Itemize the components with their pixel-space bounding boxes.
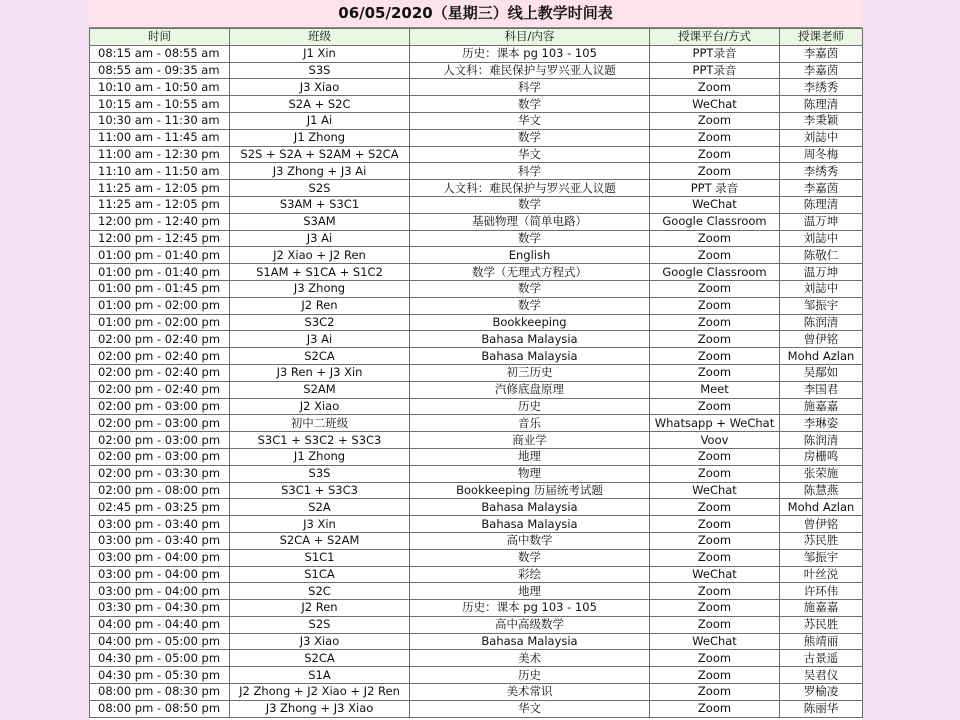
- cell-class: S2CA + S2AM: [230, 532, 410, 549]
- cell-subject: 人文科：难民保护与罗兴亚人议题: [410, 62, 650, 79]
- header-teacher: 授课老师: [780, 29, 863, 46]
- cell-platform: WeChat: [650, 633, 780, 650]
- cell-subject: 彩绘: [410, 566, 650, 583]
- cell-class: S3C1 + S3C3: [230, 482, 410, 499]
- cell-class: S1AM + S1CA + S1C2: [230, 264, 410, 281]
- cell-teacher: 陈理清: [780, 196, 863, 213]
- cell-class: J3 Ai: [230, 331, 410, 348]
- table-row: [90, 667, 863, 684]
- table-row: [90, 616, 863, 633]
- cell-platform: Zoom: [650, 650, 780, 667]
- cell-class: J1 Zhong: [230, 129, 410, 146]
- table-row: [90, 448, 863, 465]
- table-row: [90, 264, 863, 281]
- cell-platform: WeChat: [650, 482, 780, 499]
- header-class: 班级: [230, 29, 410, 46]
- cell-class: S3C1 + S3C2 + S3C3: [230, 432, 410, 449]
- table-row: [90, 700, 863, 717]
- cell-platform: Google Classroom: [650, 264, 780, 281]
- cell-class: J2 Xiao: [230, 398, 410, 415]
- table-row: [90, 583, 863, 600]
- cell-platform: Google Classroom: [650, 213, 780, 230]
- cell-teacher: 施嘉嘉: [780, 398, 863, 415]
- cell-platform: Voov: [650, 432, 780, 449]
- schedule-table: [89, 28, 863, 718]
- cell-subject: 高中高级数学: [410, 616, 650, 633]
- cell-subject: Bahasa Malaysia: [410, 331, 650, 348]
- table-row: [90, 196, 863, 213]
- cell-platform: Zoom: [650, 583, 780, 600]
- table-row: [90, 331, 863, 348]
- cell-teacher: 邹振宇: [780, 549, 863, 566]
- cell-subject: Bookkeeping 历届统考试题: [410, 482, 650, 499]
- cell-subject: 美术常识: [410, 684, 650, 701]
- cell-time: 12:00 pm - 12:40 pm: [90, 213, 230, 230]
- cell-subject: 科学: [410, 79, 650, 96]
- table-row: [90, 247, 863, 264]
- cell-subject: 数学: [410, 129, 650, 146]
- cell-subject: 数学: [410, 280, 650, 297]
- cell-time: 04:00 pm - 04:40 pm: [90, 616, 230, 633]
- cell-teacher: Mohd Azlan: [780, 499, 863, 516]
- cell-class: S2A: [230, 499, 410, 516]
- cell-class: J1 Zhong: [230, 448, 410, 465]
- cell-time: 10:10 am - 10:50 am: [90, 79, 230, 96]
- cell-class: S2A + S2C: [230, 96, 410, 113]
- cell-platform: Zoom: [650, 79, 780, 96]
- cell-teacher: 曾伊铭: [780, 331, 863, 348]
- cell-time: 11:25 am - 12:05 pm: [90, 180, 230, 197]
- cell-time: 12:00 pm - 12:45 pm: [90, 230, 230, 247]
- cell-class: J2 Ren: [230, 297, 410, 314]
- cell-subject: Bookkeeping: [410, 314, 650, 331]
- cell-time: 02:00 pm - 02:40 pm: [90, 364, 230, 381]
- cell-class: S2S: [230, 180, 410, 197]
- table-row: [90, 280, 863, 297]
- cell-time: 02:00 pm - 03:00 pm: [90, 448, 230, 465]
- header-platform: 授课平台/方式: [650, 29, 780, 46]
- cell-time: 03:00 pm - 04:00 pm: [90, 566, 230, 583]
- cell-time: 03:30 pm - 04:30 pm: [90, 600, 230, 617]
- cell-class: S3AM + S3C1: [230, 196, 410, 213]
- cell-subject: 数学（无理式方程式）: [410, 264, 650, 281]
- cell-subject: 科学: [410, 163, 650, 180]
- cell-class: S3C2: [230, 314, 410, 331]
- cell-subject: 历史: [410, 398, 650, 415]
- cell-teacher: 陈慧燕: [780, 482, 863, 499]
- cell-subject: Bahasa Malaysia: [410, 516, 650, 533]
- cell-time: 11:00 am - 11:45 am: [90, 129, 230, 146]
- table-row: [90, 96, 863, 113]
- cell-teacher: 熊靖丽: [780, 633, 863, 650]
- cell-time: 01:00 pm - 01:40 pm: [90, 264, 230, 281]
- cell-teacher: 李嘉茵: [780, 62, 863, 79]
- cell-teacher: 张荣施: [780, 465, 863, 482]
- cell-class: J3 Ai: [230, 230, 410, 247]
- cell-platform: WeChat: [650, 196, 780, 213]
- cell-subject: 地理: [410, 448, 650, 465]
- cell-subject: 商业学: [410, 432, 650, 449]
- cell-teacher: 许环伟: [780, 583, 863, 600]
- cell-teacher: 刘誌中: [780, 129, 863, 146]
- cell-class: S2AM: [230, 381, 410, 398]
- table-row: [90, 482, 863, 499]
- cell-platform: Zoom: [650, 516, 780, 533]
- table-row: [90, 348, 863, 365]
- cell-class: S2CA: [230, 650, 410, 667]
- cell-time: 11:10 am - 11:50 am: [90, 163, 230, 180]
- table-row: [90, 684, 863, 701]
- cell-platform: Zoom: [650, 364, 780, 381]
- cell-platform: WeChat: [650, 566, 780, 583]
- cell-platform: WeChat: [650, 96, 780, 113]
- page-title: 06/05/2020（星期三）线上教学时间表: [89, 0, 862, 28]
- table-row: [90, 146, 863, 163]
- cell-class: J1 Ai: [230, 112, 410, 129]
- cell-platform: PPT录音: [650, 45, 780, 62]
- cell-time: 02:00 pm - 03:00 pm: [90, 432, 230, 449]
- table-row: [90, 600, 863, 617]
- cell-class: J3 Xiao: [230, 79, 410, 96]
- cell-subject: Bahasa Malaysia: [410, 348, 650, 365]
- cell-time: 03:00 pm - 04:00 pm: [90, 549, 230, 566]
- cell-platform: Whatsapp + WeChat: [650, 415, 780, 432]
- table-row: [90, 465, 863, 482]
- cell-time: 08:55 am - 09:35 am: [90, 62, 230, 79]
- table-row: [90, 180, 863, 197]
- cell-teacher: Mohd Azlan: [780, 348, 863, 365]
- cell-teacher: 李绣秀: [780, 79, 863, 96]
- cell-class: S2CA: [230, 348, 410, 365]
- table-row: [90, 566, 863, 583]
- cell-time: 02:00 pm - 03:00 pm: [90, 398, 230, 415]
- table-row: [90, 163, 863, 180]
- table-body: [90, 45, 863, 717]
- cell-time: 03:00 pm - 03:40 pm: [90, 532, 230, 549]
- cell-platform: Zoom: [650, 448, 780, 465]
- cell-class: J1 Xin: [230, 45, 410, 62]
- cell-teacher: 陈理清: [780, 96, 863, 113]
- cell-teacher: 吴鄢如: [780, 364, 863, 381]
- cell-teacher: 李琳姿: [780, 415, 863, 432]
- cell-teacher: 罗榆凌: [780, 684, 863, 701]
- cell-platform: PPT 录音: [650, 180, 780, 197]
- cell-class: S2S + S2A + S2AM + S2CA: [230, 146, 410, 163]
- cell-time: 02:45 pm - 03:25 pm: [90, 499, 230, 516]
- cell-teacher: 刘誌中: [780, 280, 863, 297]
- cell-class: S2S: [230, 616, 410, 633]
- cell-subject: Bahasa Malaysia: [410, 633, 650, 650]
- cell-time: 01:00 pm - 02:00 pm: [90, 297, 230, 314]
- cell-subject: 数学: [410, 96, 650, 113]
- table-row: [90, 516, 863, 533]
- cell-time: 11:00 am - 12:30 pm: [90, 146, 230, 163]
- cell-class: S3S: [230, 62, 410, 79]
- cell-platform: Zoom: [650, 700, 780, 717]
- cell-platform: Zoom: [650, 112, 780, 129]
- cell-time: 08:15 am - 08:55 am: [90, 45, 230, 62]
- cell-class: J3 Zhong + J3 Ai: [230, 163, 410, 180]
- cell-subject: 数学: [410, 230, 650, 247]
- cell-subject: 历史: [410, 667, 650, 684]
- cell-teacher: 陈润清: [780, 314, 863, 331]
- table-row: [90, 364, 863, 381]
- cell-class: J3 Zhong + J3 Xiao: [230, 700, 410, 717]
- cell-time: 02:00 pm - 08:00 pm: [90, 482, 230, 499]
- cell-teacher: 陈润清: [780, 432, 863, 449]
- cell-class: J2 Xiao + J2 Ren: [230, 247, 410, 264]
- cell-subject: 历史：课本 pg 103 - 105: [410, 45, 650, 62]
- cell-teacher: 李绣秀: [780, 163, 863, 180]
- cell-teacher: 周冬梅: [780, 146, 863, 163]
- table-row: [90, 62, 863, 79]
- cell-time: 01:00 pm - 01:45 pm: [90, 280, 230, 297]
- cell-platform: Zoom: [650, 549, 780, 566]
- table-row: [90, 432, 863, 449]
- cell-time: 02:00 pm - 03:30 pm: [90, 465, 230, 482]
- cell-teacher: 李国君: [780, 381, 863, 398]
- cell-subject: English: [410, 247, 650, 264]
- cell-class: S3AM: [230, 213, 410, 230]
- table-row: [90, 633, 863, 650]
- cell-platform: Zoom: [650, 465, 780, 482]
- cell-teacher: 吴君仪: [780, 667, 863, 684]
- cell-class: J3 Xiao: [230, 633, 410, 650]
- cell-class: S1CA: [230, 566, 410, 583]
- cell-class: J2 Zhong + J2 Xiao + J2 Ren: [230, 684, 410, 701]
- cell-time: 08:00 pm - 08:50 pm: [90, 700, 230, 717]
- cell-class: S3S: [230, 465, 410, 482]
- cell-subject: 数学: [410, 196, 650, 213]
- cell-time: 01:00 pm - 01:40 pm: [90, 247, 230, 264]
- cell-platform: Zoom: [650, 684, 780, 701]
- table-row: [90, 129, 863, 146]
- cell-time: 04:30 pm - 05:00 pm: [90, 650, 230, 667]
- cell-class: J3 Xin: [230, 516, 410, 533]
- header-subject: 科目/内容: [410, 29, 650, 46]
- cell-subject: 音乐: [410, 415, 650, 432]
- cell-teacher: 古景遥: [780, 650, 863, 667]
- cell-teacher: 李嘉茵: [780, 45, 863, 62]
- cell-subject: 地理: [410, 583, 650, 600]
- cell-time: 01:00 pm - 02:00 pm: [90, 314, 230, 331]
- header-time: 时间: [90, 29, 230, 46]
- cell-time: 03:00 pm - 03:40 pm: [90, 516, 230, 533]
- cell-time: 02:00 pm - 02:40 pm: [90, 331, 230, 348]
- cell-class: J3 Ren + J3 Xin: [230, 364, 410, 381]
- table-row: [90, 297, 863, 314]
- cell-platform: Zoom: [650, 398, 780, 415]
- table-row: [90, 79, 863, 96]
- cell-subject: 历史：课本 pg 103 - 105: [410, 600, 650, 617]
- table-row: [90, 499, 863, 516]
- cell-subject: 初三历史: [410, 364, 650, 381]
- cell-teacher: 陈敬仁: [780, 247, 863, 264]
- cell-platform: PPT录音: [650, 62, 780, 79]
- cell-teacher: 曾伊铭: [780, 516, 863, 533]
- cell-subject: 基础物理（简单电路）: [410, 213, 650, 230]
- cell-subject: 华文: [410, 146, 650, 163]
- schedule-sheet: [89, 0, 862, 720]
- cell-subject: 汽修底盘原理: [410, 381, 650, 398]
- table-row: [90, 532, 863, 549]
- cell-time: 08:00 pm - 08:30 pm: [90, 684, 230, 701]
- cell-platform: Zoom: [650, 667, 780, 684]
- cell-teacher: 陈丽华: [780, 700, 863, 717]
- cell-platform: Zoom: [650, 600, 780, 617]
- table-row: [90, 381, 863, 398]
- cell-subject: 物理: [410, 465, 650, 482]
- table-row: [90, 230, 863, 247]
- cell-platform: Zoom: [650, 146, 780, 163]
- cell-platform: Zoom: [650, 499, 780, 516]
- header-row: [90, 29, 863, 46]
- cell-time: 02:00 pm - 03:00 pm: [90, 415, 230, 432]
- cell-subject: 数学: [410, 297, 650, 314]
- table-header: [90, 29, 863, 46]
- cell-platform: Zoom: [650, 532, 780, 549]
- table-row: [90, 213, 863, 230]
- cell-teacher: 苏民胜: [780, 616, 863, 633]
- cell-subject: 华文: [410, 112, 650, 129]
- cell-time: 10:30 am - 11:30 am: [90, 112, 230, 129]
- cell-teacher: 温万坤: [780, 213, 863, 230]
- cell-teacher: 李嘉茵: [780, 180, 863, 197]
- cell-platform: Zoom: [650, 280, 780, 297]
- cell-platform: Zoom: [650, 616, 780, 633]
- cell-subject: 美术: [410, 650, 650, 667]
- cell-teacher: 苏民胜: [780, 532, 863, 549]
- cell-time: 02:00 pm - 02:40 pm: [90, 381, 230, 398]
- cell-teacher: 叶丝涚: [780, 566, 863, 583]
- table-row: [90, 549, 863, 566]
- cell-time: 03:00 pm - 04:00 pm: [90, 583, 230, 600]
- cell-subject: 华文: [410, 700, 650, 717]
- cell-platform: Zoom: [650, 247, 780, 264]
- cell-platform: Zoom: [650, 230, 780, 247]
- cell-time: 11:25 am - 12:05 pm: [90, 196, 230, 213]
- cell-time: 04:30 pm - 05:30 pm: [90, 667, 230, 684]
- cell-class: J2 Ren: [230, 600, 410, 617]
- cell-class: S2C: [230, 583, 410, 600]
- cell-teacher: 施嘉嘉: [780, 600, 863, 617]
- cell-class: J3 Zhong: [230, 280, 410, 297]
- table-row: [90, 398, 863, 415]
- cell-platform: Zoom: [650, 163, 780, 180]
- cell-class: S1A: [230, 667, 410, 684]
- table-row: [90, 415, 863, 432]
- cell-platform: Zoom: [650, 129, 780, 146]
- cell-platform: Zoom: [650, 314, 780, 331]
- cell-teacher: 温万坤: [780, 264, 863, 281]
- cell-platform: Zoom: [650, 348, 780, 365]
- cell-time: 02:00 pm - 02:40 pm: [90, 348, 230, 365]
- table-row: [90, 314, 863, 331]
- table-row: [90, 112, 863, 129]
- table-row: [90, 650, 863, 667]
- cell-class: 初中二班级: [230, 415, 410, 432]
- cell-teacher: 房栅鸣: [780, 448, 863, 465]
- cell-time: 10:15 am - 10:55 am: [90, 96, 230, 113]
- cell-subject: 高中数学: [410, 532, 650, 549]
- cell-teacher: 邹振宇: [780, 297, 863, 314]
- cell-platform: Zoom: [650, 331, 780, 348]
- cell-subject: 数学: [410, 549, 650, 566]
- cell-subject: Bahasa Malaysia: [410, 499, 650, 516]
- cell-platform: Zoom: [650, 297, 780, 314]
- table-row: [90, 45, 863, 62]
- cell-class: S1C1: [230, 549, 410, 566]
- cell-teacher: 李秉颖: [780, 112, 863, 129]
- cell-time: 04:00 pm - 05:00 pm: [90, 633, 230, 650]
- cell-teacher: 刘誌中: [780, 230, 863, 247]
- cell-platform: Meet: [650, 381, 780, 398]
- cell-subject: 人文科：难民保护与罗兴亚人议题: [410, 180, 650, 197]
